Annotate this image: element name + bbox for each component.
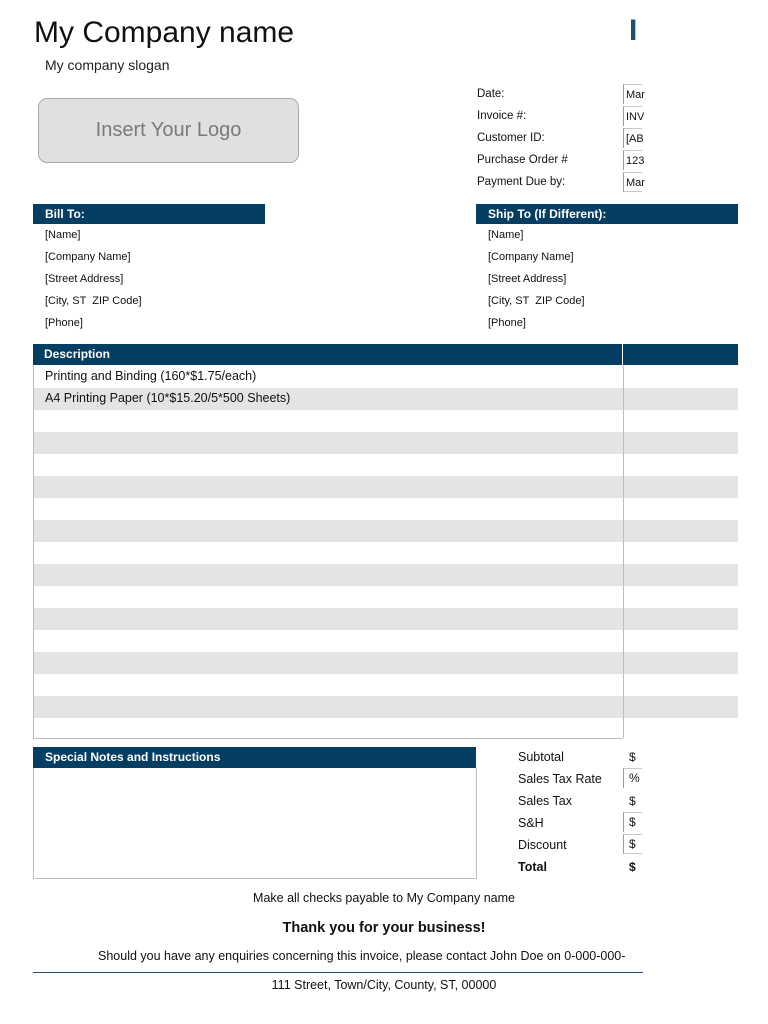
bill-to-phone[interactable]: [Phone] [45,317,83,329]
notes-heading: Special Notes and Instructions [33,747,476,768]
table-row[interactable] [33,520,738,542]
table-row[interactable] [33,608,738,630]
page-edge-mask [643,0,768,84]
sales-tax-label: Sales Tax [518,794,572,808]
discount-label: Discount [518,838,567,852]
ship-to-company[interactable]: [Company Name] [488,251,574,263]
discount-field[interactable]: $ [623,834,642,854]
sales-tax-rate-label: Sales Tax Rate [518,772,602,786]
purchase-order-field[interactable]: 123 [623,150,642,170]
table-bottom-border [33,738,623,739]
shipping-field[interactable]: $ [623,812,642,832]
table-row[interactable] [33,630,738,652]
enquiries-note: Should you have any enquiries concerning this invoice, please contact John Doe on 0-000-000- [98,949,626,963]
table-row[interactable] [33,476,738,498]
shipping-label: S&H [518,816,544,830]
table-row[interactable] [33,652,738,674]
sales-tax-value: $ [629,794,636,808]
customer-id-label: Customer ID: [477,132,545,144]
table-row[interactable] [33,586,738,608]
table-row[interactable] [33,718,738,738]
logo-placeholder[interactable]: Insert Your Logo [38,98,299,163]
payment-due-label: Payment Due by: [477,176,566,188]
purchase-order-label: Purchase Order # [477,154,568,166]
table-left-border [33,366,34,738]
notes-area[interactable] [33,768,477,879]
checks-payable-note: Make all checks payable to My Company name [253,891,515,905]
table-row[interactable] [33,542,738,564]
subtotal-value: $ [629,750,636,764]
bill-to-name[interactable]: [Name] [45,229,81,241]
date-label: Date: [477,88,505,100]
sales-tax-rate-field[interactable]: % [623,768,642,788]
ship-to-street[interactable]: [Street Address] [488,273,567,285]
subtotal-label: Subtotal [518,750,564,764]
total-value: $ [629,860,636,874]
description-header: Description [33,344,738,365]
table-row[interactable] [33,432,738,454]
bill-to-city[interactable]: [City, ST ZIP Code] [45,295,142,307]
table-row[interactable] [33,696,738,718]
customer-id-field[interactable]: [AB [623,128,642,148]
invoice-number-field[interactable]: INV [623,106,642,126]
company-slogan: My company slogan [45,57,170,73]
bill-to-company[interactable]: [Company Name] [45,251,131,263]
bill-to-heading: Bill To: [33,204,265,224]
company-address: 111 Street, Town/City, County, ST, 00000 [271,978,497,992]
table-row[interactable] [33,454,738,476]
invoice-title: I [629,14,638,47]
footer-divider [33,972,643,973]
company-name: My Company name [34,16,295,49]
ship-to-name[interactable]: [Name] [488,229,524,241]
bill-to-street[interactable]: [Street Address] [45,273,124,285]
ship-to-city[interactable]: [City, ST ZIP Code] [488,295,585,307]
item-description[interactable]: Printing and Binding (160*$1.75/each) [45,369,257,383]
table-row[interactable] [33,498,738,520]
thank-you-note: Thank you for your business! [282,920,486,936]
ship-to-heading: Ship To (If Different): [476,204,738,224]
header-divider [622,344,623,365]
item-description[interactable]: A4 Printing Paper (10*$15.20/5*500 Sheets) [45,391,291,405]
table-column-divider [623,366,624,738]
date-field[interactable]: Mar [623,84,642,104]
table-row[interactable] [33,674,738,696]
payment-due-field[interactable]: Mar [623,172,642,192]
invoice-number-label: Invoice #: [477,110,527,122]
ship-to-phone[interactable]: [Phone] [488,317,526,329]
table-row[interactable] [33,564,738,586]
total-label: Total [518,860,547,874]
table-row[interactable] [33,410,738,432]
